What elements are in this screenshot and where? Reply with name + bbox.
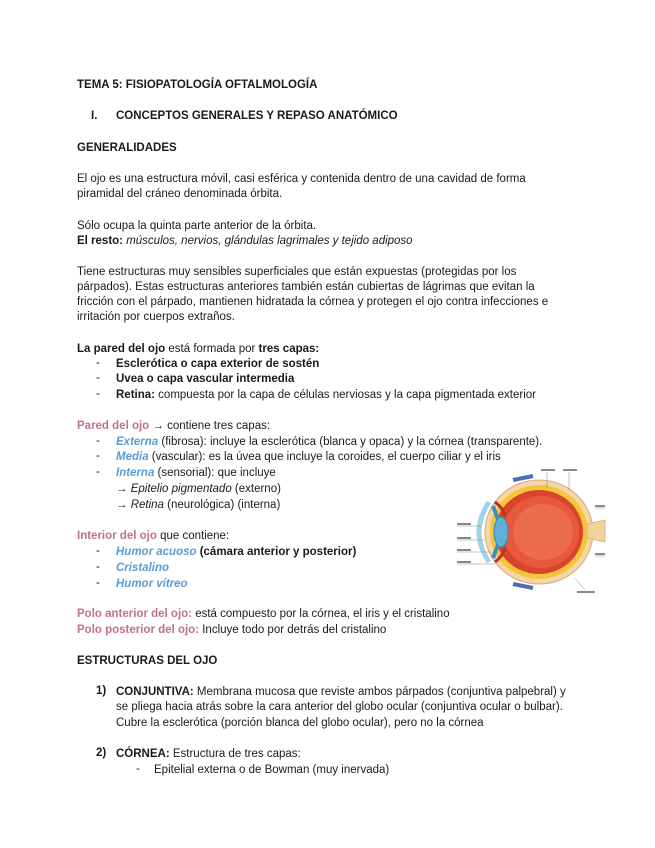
bullet-dash: - (96, 435, 100, 447)
retina-label: Retina: (116, 389, 155, 401)
resto-text: músculos, nervios, glándulas lagrimales y tejido adiposo (123, 235, 413, 247)
bullet-dash: - (96, 466, 100, 478)
bullet-dash: - (96, 357, 100, 369)
capa-interna: Interna (116, 467, 155, 479)
bullet-dash: - (96, 561, 100, 573)
polo-posterior (77, 623, 386, 637)
section-numeral: I. (91, 110, 98, 122)
conjuntiva-label: CONJUNTIVA: (116, 686, 194, 698)
retina-sub-label: Retina (130, 499, 164, 511)
paragraph-line: Tiene estructuras muy sensibles superficiales que están expuestas (protegidas por los (77, 266, 517, 278)
epitelio-text: (externo) (231, 483, 281, 495)
paragraph-line: fricción con el párpado, mantienen hidratada la córnea y protegen el ojo contra infecciones e (77, 296, 549, 308)
list-item (116, 435, 542, 449)
item-number: 2) (96, 747, 107, 759)
capa-externa-text: (fibrosa): incluye la esclerótica (blanca y opaca) y la córnea (transparente). (158, 436, 543, 448)
pared-label: La pared del ojo (77, 343, 166, 355)
arrow: → (116, 499, 131, 511)
list-item: Esclerótica o capa exterior de sostén (116, 358, 320, 370)
humor-vitreo: Humor vítreo (116, 578, 188, 590)
paragraph-line: párpados). Estas estructuras anteriores también están cubiertas de lágrimas que evitan la (77, 281, 535, 293)
paragraph-line: piramidal del cráneo denominada órbita. (77, 188, 283, 200)
conjuntiva-line: se pliega hacia atrás sobre la cara anterior del globo ocular (conjuntiva ocular o bulbar). (116, 701, 563, 713)
capa-media-text: (vascular): es la úvea que incluye la coroides, el cuerpo ciliar y el iris (148, 451, 501, 463)
cristalino: Cristalino (116, 562, 170, 574)
humor-acuoso: Humor acuoso (116, 546, 197, 558)
eye-diagram-graphic (457, 469, 605, 593)
retina-sub-text: (neurológica) (interna) (163, 499, 281, 511)
capa-media: Media (116, 451, 149, 463)
bullet-dash: - (96, 372, 100, 384)
pared2-rest: → contiene tres capas: (149, 420, 271, 432)
conjuntiva-line: Cubre la esclerótica (porción blanca del globo ocular), pero no la córnea (116, 717, 484, 729)
cornea-sub-item: Epitelial externa o de Bowman (muy inervada) (154, 764, 390, 776)
humor-acuoso-text: (cámara anterior y posterior) (196, 546, 357, 558)
interior-intro (77, 529, 229, 543)
list-item (116, 577, 188, 591)
arrow: → (116, 483, 131, 495)
pared-intro (77, 342, 319, 356)
estructuras-heading: ESTRUCTURAS DEL OJO (77, 655, 218, 667)
sub-item (116, 498, 280, 512)
polo-posterior-text: Incluye todo por detrás del cristalino (199, 624, 387, 636)
sub-item (116, 482, 281, 496)
cornea-line (116, 747, 301, 761)
polo-anterior (77, 607, 450, 621)
pared2-intro (77, 419, 270, 433)
list-item (116, 388, 536, 402)
conjuntiva-text: Membrana mucosa que reviste ambos párpados (conjuntiva palpebral) y (193, 686, 566, 698)
pared-mid: está formada por (165, 343, 259, 355)
polo-anterior-text: está compuesto por la córnea, el iris y el cristalino (192, 608, 450, 620)
resto-label: El resto: (77, 235, 124, 247)
page-title: TEMA 5: FISIOPATOLOGÍA OFTALMOLOGÍA (77, 79, 318, 91)
bullet-dash: - (96, 545, 100, 557)
generalidades-heading: GENERALIDADES (77, 142, 177, 154)
pared2-label: Pared del ojo (77, 420, 150, 432)
polo-posterior-label: Polo posterior del ojo: (77, 624, 200, 636)
capa-externa: Externa (116, 436, 159, 448)
list-item (116, 561, 169, 575)
paragraph-line: El ojo es una estructura móvil, casi esférica y contenida dentro de una cavidad de forma (77, 173, 526, 185)
list-item (116, 545, 356, 559)
paragraph-line: irritación por cuerpos extraños. (77, 311, 235, 323)
epitelio-label: Epitelio pigmentado (130, 483, 232, 495)
conjuntiva-line (116, 685, 566, 699)
pared-capas: tres capas: (258, 343, 320, 355)
list-item: Uvea o capa vascular intermedia (116, 373, 295, 385)
interior-rest: que contiene: (156, 530, 230, 542)
bullet-dash: - (136, 763, 140, 775)
paragraph-line (77, 234, 413, 248)
retina-text: compuesta por la capa de células nerviosas y la capa pigmentada exterior (154, 389, 536, 401)
list-item (116, 450, 501, 464)
bullet-dash: - (96, 450, 100, 462)
item-number: 1) (96, 685, 107, 697)
polo-anterior-label: Polo anterior del ojo: (77, 608, 193, 620)
interior-label: Interior del ojo (77, 530, 157, 542)
capa-interna-text: (sensorial): que incluye (154, 467, 276, 479)
bullet-dash: - (96, 577, 100, 589)
paragraph-line: Sólo ocupa la quinta parte anterior de la órbita. (77, 220, 317, 232)
eye-anatomy-illustration (455, 468, 607, 596)
list-item (116, 466, 276, 480)
bullet-dash: - (96, 388, 100, 400)
cornea-text: Estructura de tres capas: (169, 748, 301, 760)
cornea-label: CÓRNEA: (116, 748, 170, 760)
section-heading: CONCEPTOS GENERALES Y REPASO ANATÓMICO (116, 110, 398, 122)
